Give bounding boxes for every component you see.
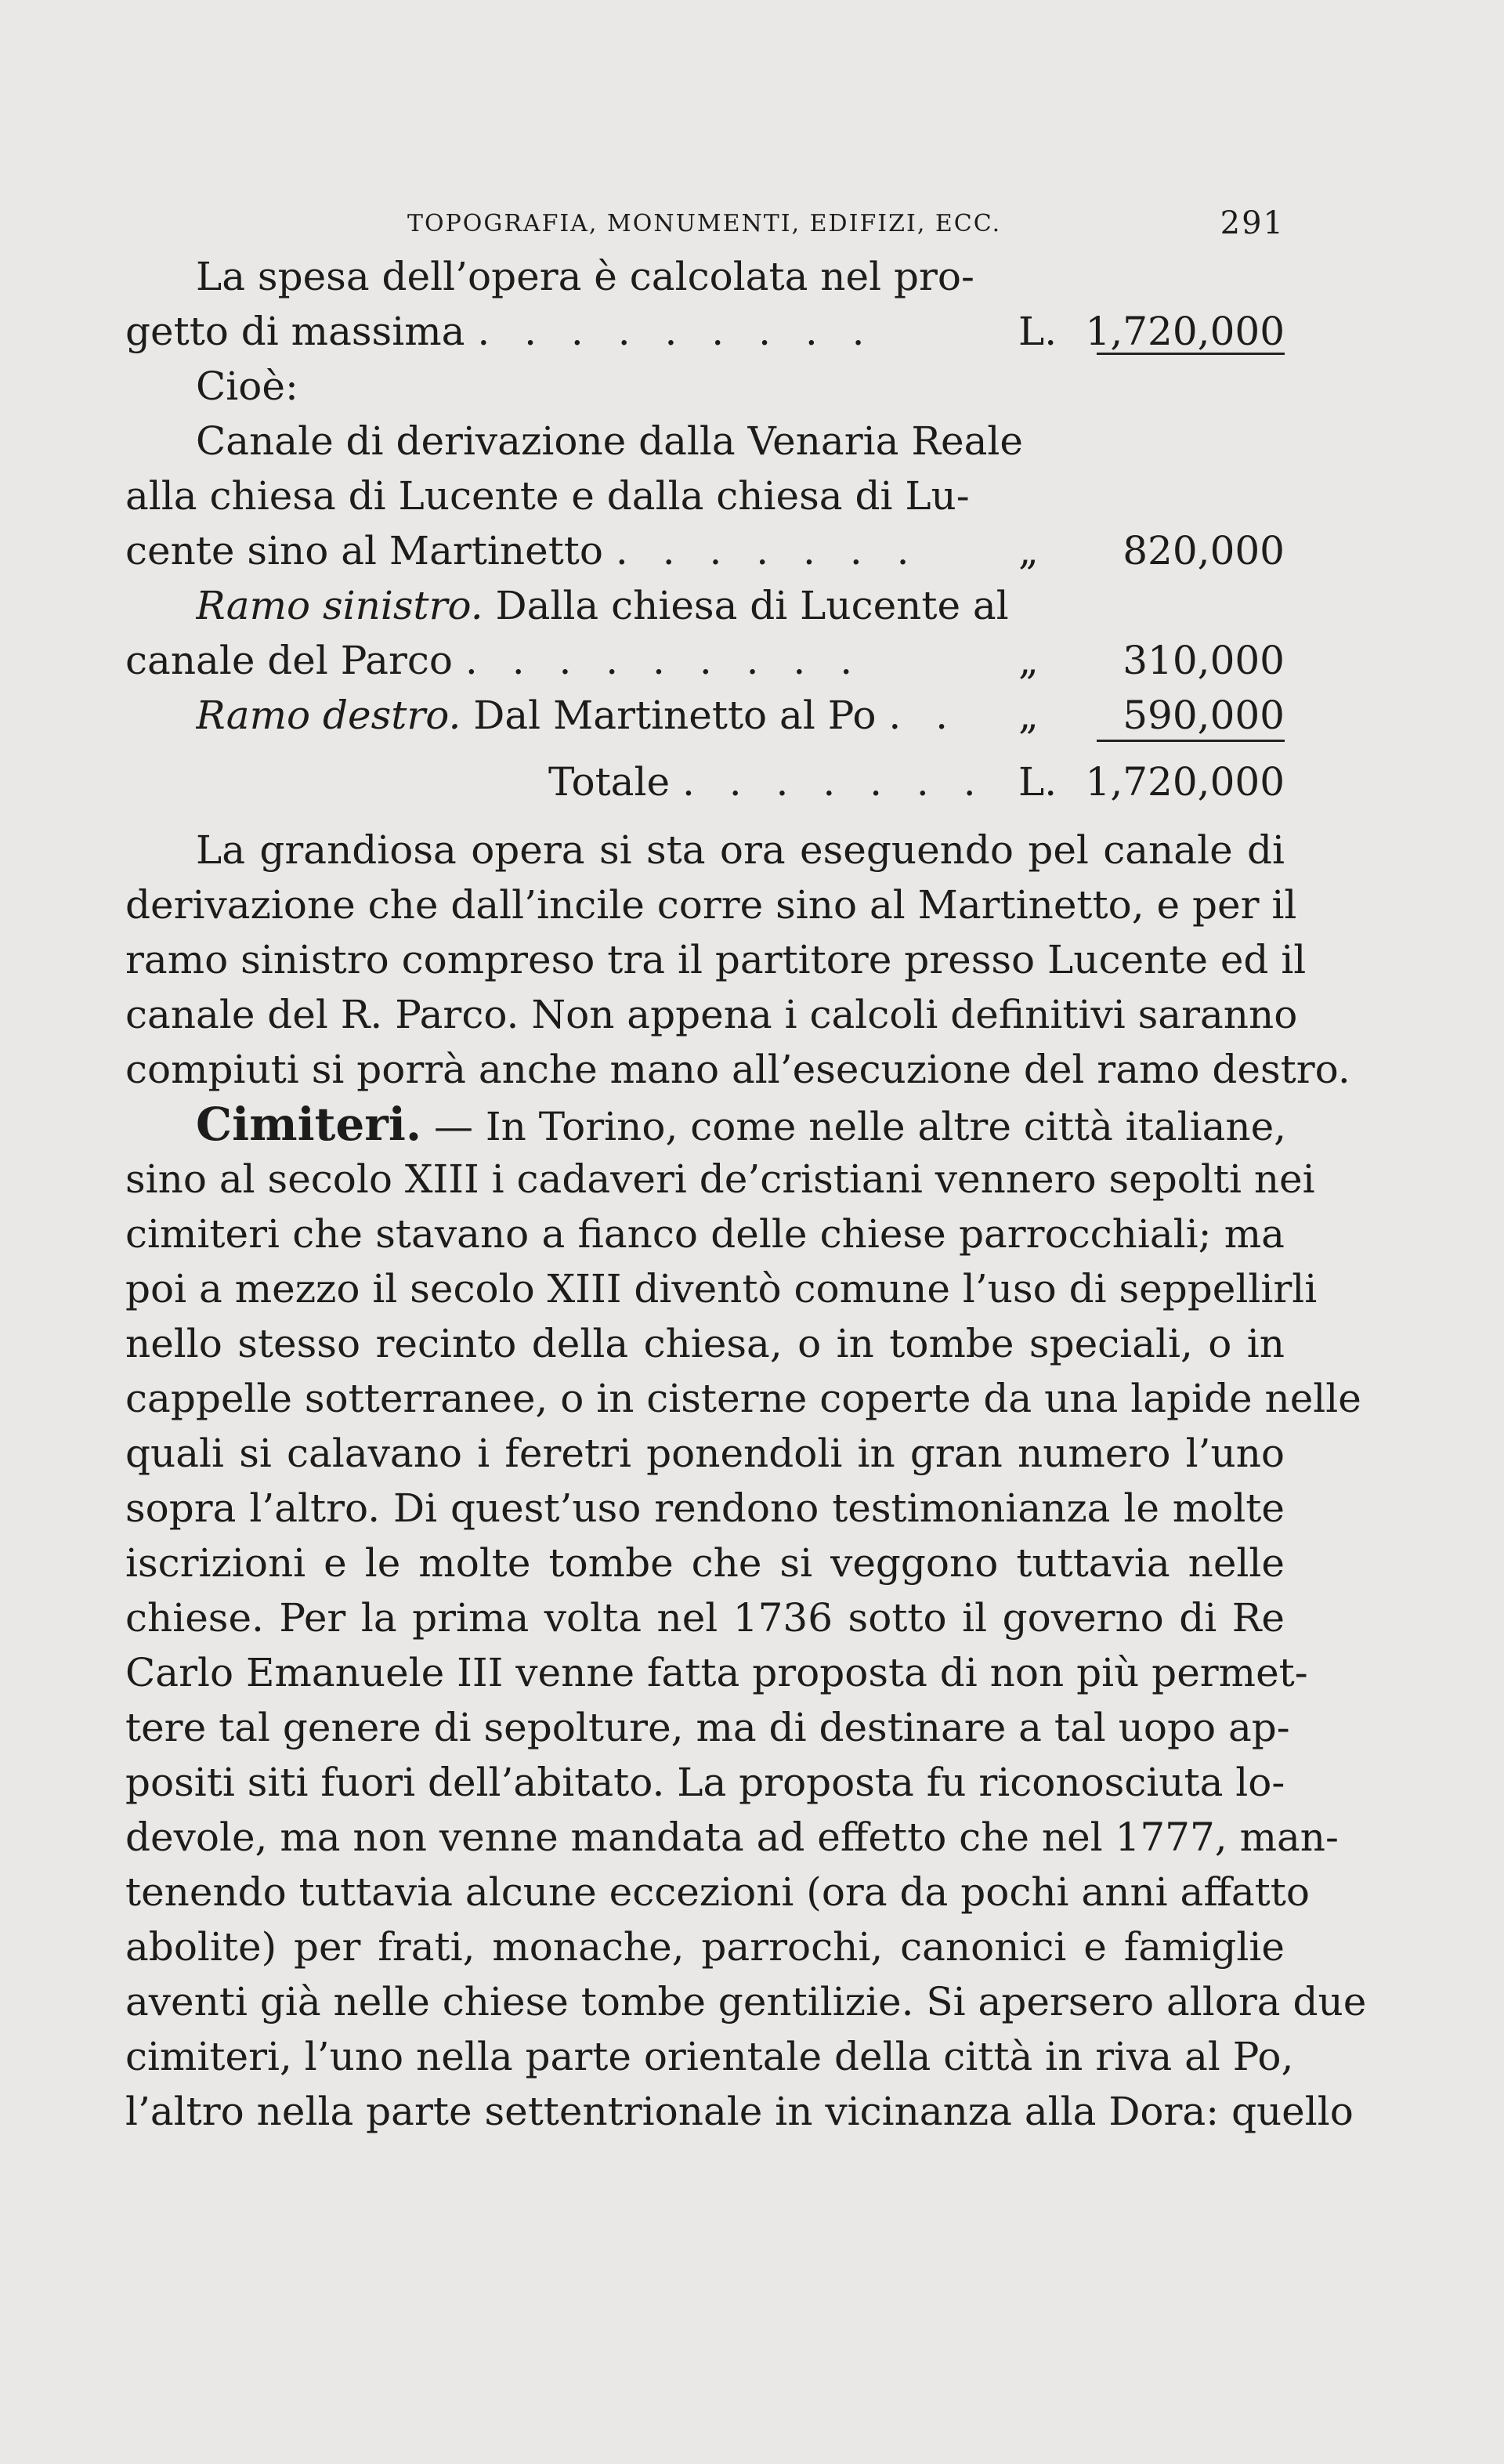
section-first-line: Cimiteri. — In Torino, come nelle altre città italiane, bbox=[196, 1098, 1287, 1151]
budget-intro-line2: getto di massima . . . . . . . . . L. 1,720,000 bbox=[125, 304, 1285, 359]
intro-amount: 1,720,000 bbox=[1085, 309, 1285, 354]
intro-currency: L. bbox=[1018, 309, 1058, 354]
cioe-line: Cioè: bbox=[196, 364, 298, 409]
item3-amount: 590,000 bbox=[1123, 693, 1285, 738]
item1-ditto-mark: „ bbox=[1018, 528, 1039, 573]
item1-line1: Canale di derivazione dalla Venaria Reale bbox=[196, 418, 1023, 464]
paragraph-cemeteries: Cimiteri. — In Torino, come nelle altre città italiane, sino al secolo XIII i cadaveri de’cristiani vennero sepolti nei cimiteri che stavano a fianco delle chiese parrocchiali; ma poi a mezzo il secolo XIII diventò comune l’uso di seppellirli nello stesso recinto della chiesa, o in tombe speciali, o in cappelle sotterranee, o in cisterne coperte da una lapide nelle quali si calavano i feretri ponendoli in gran numero l’uno sopra l’altro. Di quest’uso rendono testimonianza le molte iscrizioni e le molte tombe che si veggono tuttavia nelle chiese. Per la prima volta nel 1736 sotto il governo di Re Carlo Emanuele III venne fatta proposta di non più permet- tere tal genere di sepolture, ma di destinare a tal uopo ap- positi siti fuori dell’abitato. La proposta fu riconosciuta lo- devole, ma non venne mandata ad effetto che nel 1777, man- tenendo tuttavia alcune eccezioni (ora da pochi anni affatto abolite) per frati, monache, parrochi, canonici e famiglie aventi già nelle chiese tombe gentilizie. Si apersero allora due cimiteri, l’uno nella parte orientale della città in riva al Po, l’altro nella parte settentrionale in vicinanza alla Dora: quello bbox=[125, 1098, 1367, 2134]
item2-ditto-mark: „ bbox=[1018, 638, 1039, 683]
item1-line3: cente sino al Martinetto . . . . . . . „ 820,000 bbox=[125, 523, 1285, 578]
running-head-title: TOPOGRAFIA, MONUMENTI, EDIFIZI, ECC. bbox=[407, 210, 1002, 237]
total-rule bbox=[1097, 740, 1285, 742]
item1-line2: alla chiesa di Lucente e dalla chiesa di Lu- bbox=[125, 473, 970, 519]
budget-intro-line1: La spesa dell’opera è calcolata nel pro- bbox=[196, 254, 974, 299]
total-currency: L. bbox=[1018, 759, 1058, 805]
item2-line2: canale del Parco . . . . . . . . . „ 310,000 bbox=[125, 633, 1285, 688]
item3-ditto-mark: „ bbox=[1018, 693, 1039, 738]
running-head bbox=[125, 202, 1285, 249]
text-column bbox=[125, 202, 1367, 2139]
paragraph-canal-works: La grandiosa opera si sta ora eseguendo pel canale di derivazione che dall’incile corre sino al Martinetto, e per il ramo sinistro compreso tra il partitore presso Lucente ed il canale del R. Parco. Non appena i calcoli definitivi saranno compiuti si porrà anche mano all’esecuzione del ramo destro. bbox=[125, 827, 1350, 1092]
section-heading: Cimiteri. bbox=[196, 1098, 422, 1151]
item1-amount: 820,000 bbox=[1123, 528, 1285, 573]
item2-line1: Ramo sinistro. Dalla chiesa di Lucente al bbox=[196, 583, 1009, 628]
budget-table bbox=[125, 249, 1285, 813]
item2-amount: 310,000 bbox=[1123, 638, 1285, 683]
item3-line: Ramo destro. Dal Martinetto al Po . . „ 590,000 bbox=[125, 688, 1285, 743]
total-amount: 1,720,000 bbox=[1085, 759, 1285, 805]
sum-rule bbox=[1097, 353, 1285, 355]
total-line: Totale . . . . . . . L. 1,720,000 bbox=[125, 743, 1285, 813]
page-number: 291 bbox=[1220, 205, 1285, 241]
